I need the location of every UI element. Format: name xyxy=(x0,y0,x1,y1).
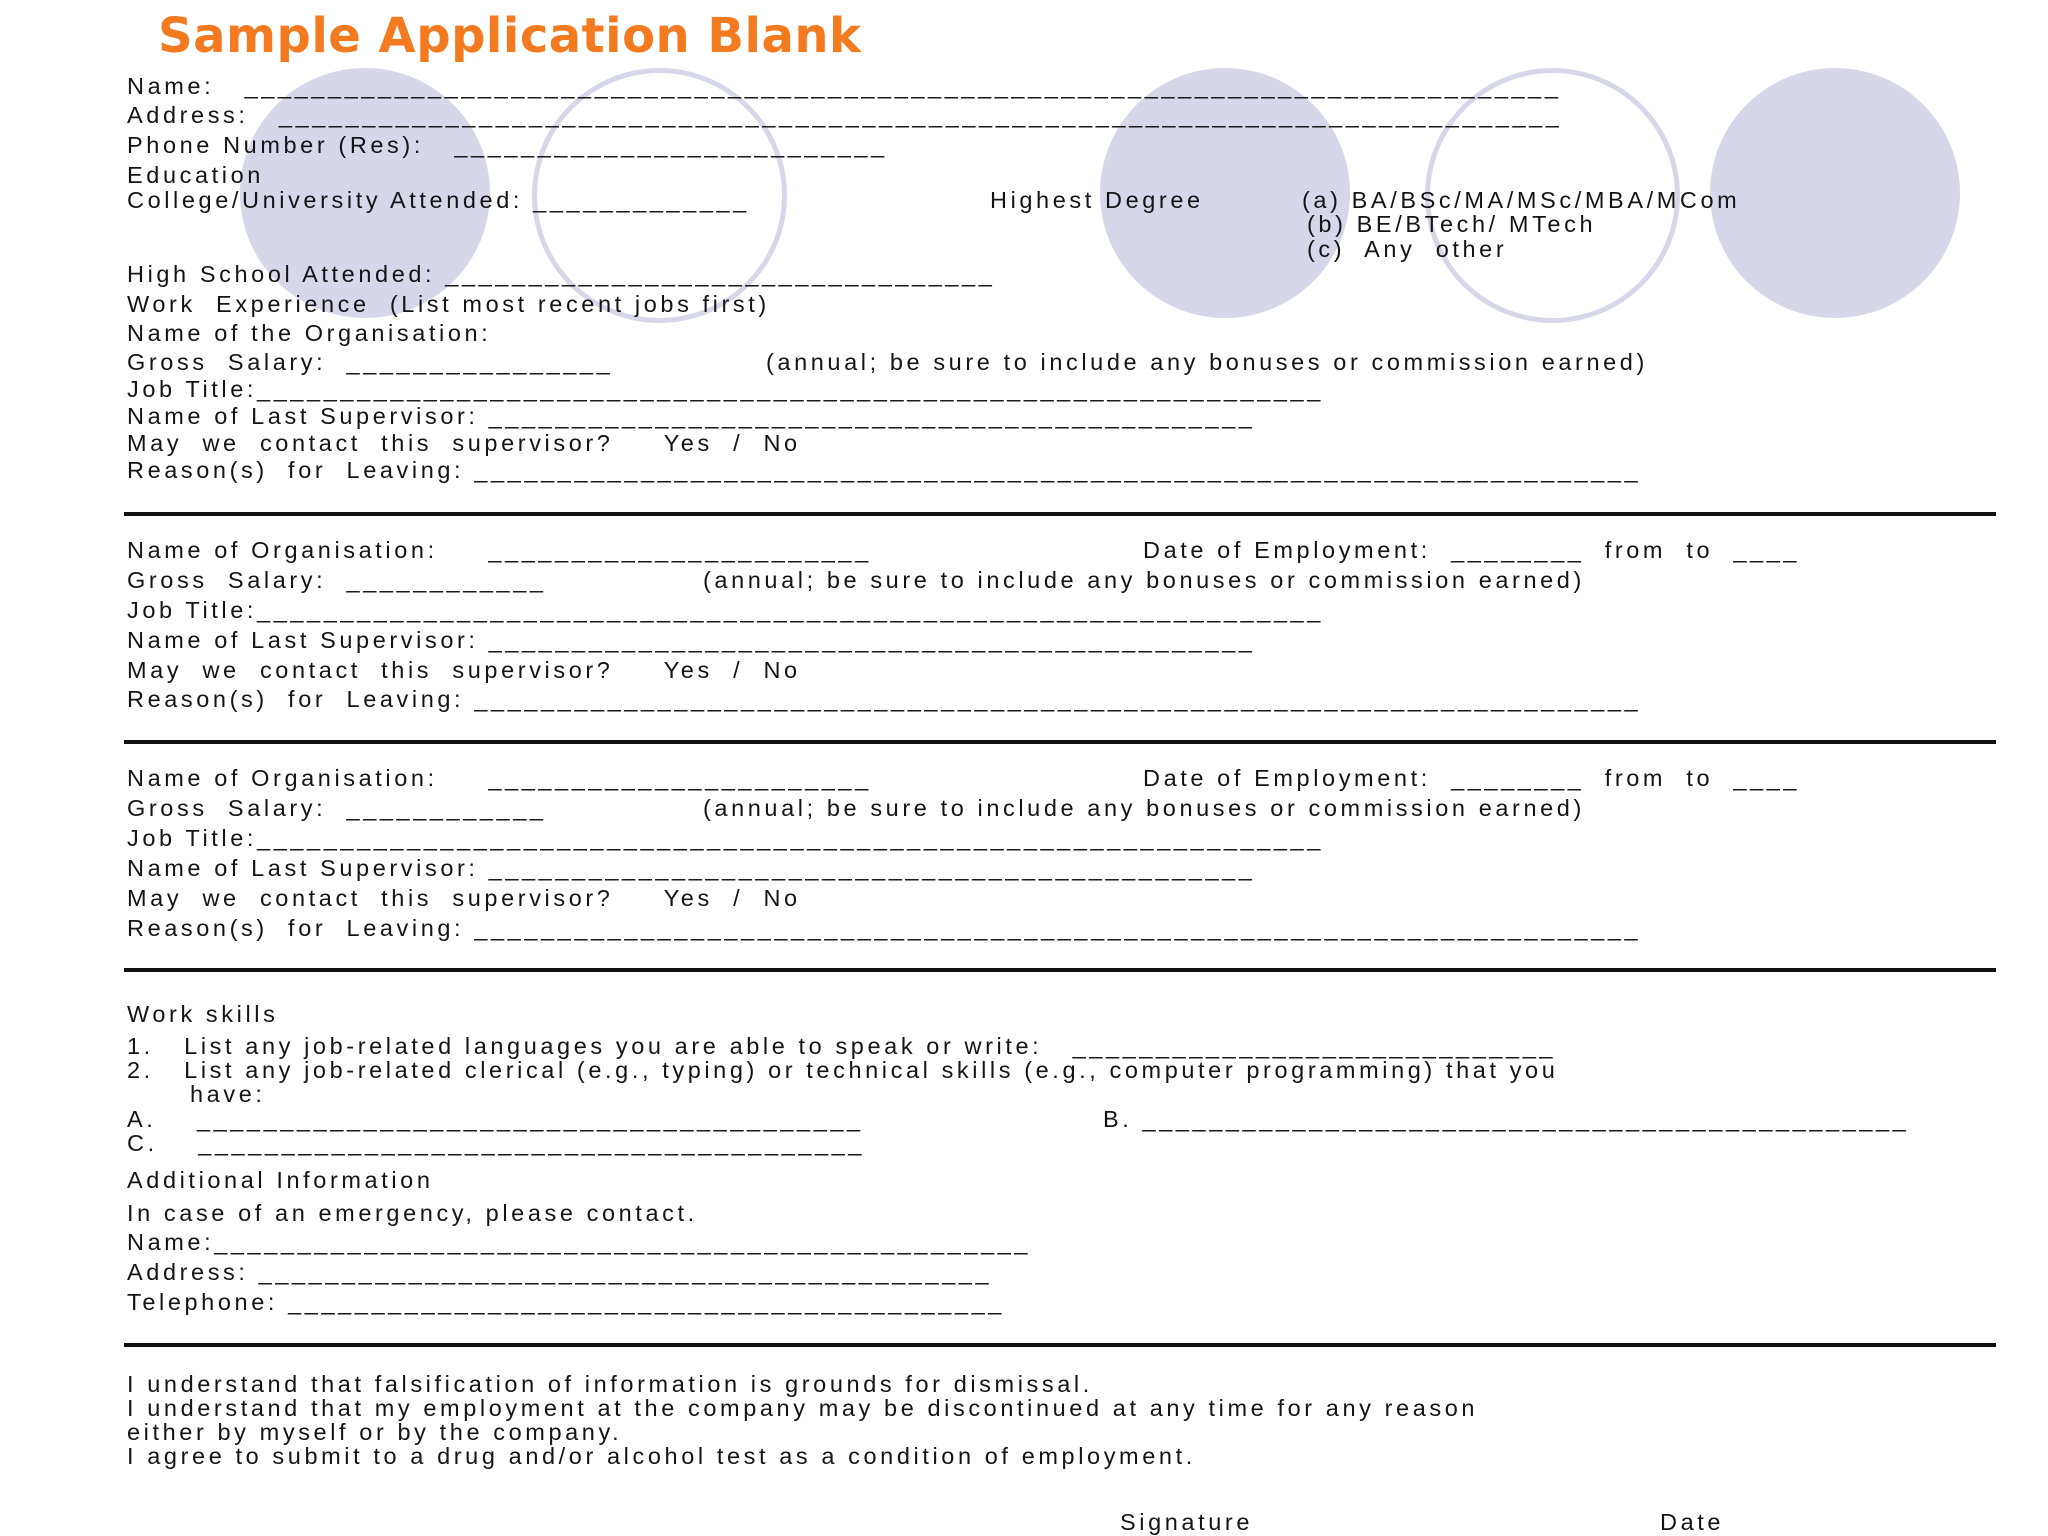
job-title-field[interactable]: Job Title:________________________________________________________________ xyxy=(127,825,1324,851)
reason-for-leaving-field[interactable]: Reason(s) for Leaving: ______________________________________________________________________ xyxy=(127,457,1642,483)
salary-note: (annual; be sure to include any bonuses or commission earned) xyxy=(766,349,1648,375)
salary-note: (annual; be sure to include any bonuses or commission earned) xyxy=(703,567,1585,593)
reason-for-leaving-field[interactable]: Reason(s) for Leaving: ______________________________________________________________________ xyxy=(127,915,1642,941)
phone-field[interactable]: Phone Number (Res): __________________________ xyxy=(127,132,888,158)
organisation-field[interactable]: Name of Organisation: _______________________ xyxy=(127,537,872,563)
technical-skills-prompt-cont: have: xyxy=(190,1081,266,1107)
skill-field-b[interactable]: B. ______________________________________________ xyxy=(1103,1106,1910,1132)
section-divider xyxy=(124,968,1996,972)
page-title: Sample Application Blank xyxy=(158,8,862,64)
date-label: Date xyxy=(1660,1509,1725,1535)
education-heading: Education xyxy=(127,162,264,188)
employment-date-field[interactable]: Date of Employment: ________ from to ____ xyxy=(1143,537,1801,563)
college-field[interactable]: College/University Attended: _____________ xyxy=(127,187,750,213)
high-school-field[interactable]: High School Attended: _________________________________ xyxy=(127,261,996,287)
supervisor-field[interactable]: Name of Last Supervisor: ______________________________________________ xyxy=(127,855,1256,881)
highest-degree-label: Highest Degree xyxy=(990,187,1204,213)
decorative-circle-3 xyxy=(1710,68,1960,318)
address-field[interactable]: Address: _____________________________________________________________________________ xyxy=(127,102,1563,128)
organisation-field[interactable]: Name of Organisation: _______________________ xyxy=(127,765,872,791)
gross-salary-field[interactable]: Gross Salary: ____________ xyxy=(127,795,547,821)
skill-field-c[interactable]: C. ________________________________________ xyxy=(127,1130,865,1156)
gross-salary-field[interactable]: Gross Salary: ________________ xyxy=(127,349,614,375)
gross-salary-field[interactable]: Gross Salary: ____________ xyxy=(127,567,547,593)
contact-supervisor-question[interactable]: May we contact this supervisor? Yes / No xyxy=(127,430,801,456)
employment-date-field[interactable]: Date of Employment: ________ from to ____ xyxy=(1143,765,1801,791)
organisation-name-label: Name of the Organisation: xyxy=(127,320,492,346)
declaration-line-2: I understand that my employment at the company may be discontinued at any time for any reason xyxy=(127,1395,1479,1421)
emergency-telephone-field[interactable]: Telephone: ___________________________________________ xyxy=(127,1289,1005,1315)
skill-field-a[interactable]: A. ________________________________________ xyxy=(127,1106,864,1132)
emergency-address-field[interactable]: Address: ____________________________________________ xyxy=(127,1259,993,1285)
job-title-field[interactable]: Job Title:________________________________________________________________ xyxy=(127,376,1324,402)
degree-option-b[interactable]: (b) BE/BTech/ MTech xyxy=(1307,211,1597,237)
contact-supervisor-question[interactable]: May we contact this supervisor? Yes / No xyxy=(127,885,801,911)
emergency-contact-label: In case of an emergency, please contact. xyxy=(127,1200,698,1226)
signature-label: Signature xyxy=(1120,1509,1253,1535)
emergency-name-field[interactable]: Name:_________________________________________________ xyxy=(127,1229,1032,1255)
section-divider xyxy=(124,740,1996,744)
supervisor-field[interactable]: Name of Last Supervisor: ______________________________________________ xyxy=(127,403,1256,429)
technical-skills-prompt: 2. List any job-related clerical (e.g., typing) or technical skills (e.g., computer programming) that you xyxy=(127,1057,1559,1083)
reason-for-leaving-field[interactable]: Reason(s) for Leaving: ______________________________________________________________________ xyxy=(127,686,1642,712)
work-skills-heading: Work skills xyxy=(127,1001,279,1027)
supervisor-field[interactable]: Name of Last Supervisor: ______________________________________________ xyxy=(127,627,1256,653)
name-field[interactable]: Name: _______________________________________________________________________________ xyxy=(127,73,1562,99)
languages-field[interactable]: 1. List any job-related languages you are able to speak or write: _____________________________ xyxy=(127,1033,1557,1059)
job-title-field[interactable]: Job Title:________________________________________________________________ xyxy=(127,597,1324,623)
section-divider xyxy=(124,512,1996,516)
contact-supervisor-question[interactable]: May we contact this supervisor? Yes / No xyxy=(127,657,801,683)
additional-info-heading: Additional Information xyxy=(127,1167,434,1193)
salary-note: (annual; be sure to include any bonuses or commission earned) xyxy=(703,795,1585,821)
degree-option-c[interactable]: (c) Any other xyxy=(1307,236,1508,262)
section-divider xyxy=(124,1343,1996,1347)
work-experience-heading: Work Experience (List most recent jobs first) xyxy=(127,291,770,317)
declaration-line-4: I agree to submit to a drug and/or alcohol test as a condition of employment. xyxy=(127,1443,1196,1469)
degree-option-a[interactable]: (a) BA/BSc/MA/MSc/MBA/MCom xyxy=(1302,187,1741,213)
declaration-line-3: either by myself or by the company. xyxy=(127,1419,623,1445)
declaration-line-1: I understand that falsification of information is grounds for dismissal. xyxy=(127,1371,1093,1397)
